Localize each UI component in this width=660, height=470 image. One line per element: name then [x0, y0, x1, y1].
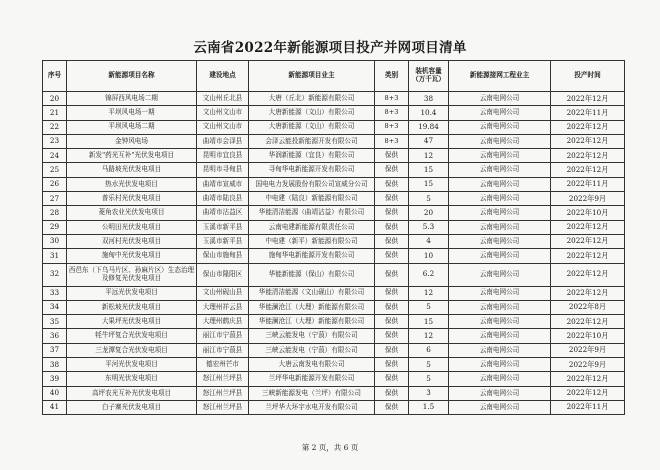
- table-row: [43, 220, 625, 234]
- cell-project-name: 高坪农光互补光伏发电项目: [67, 386, 197, 400]
- cell-index: 25: [43, 163, 67, 177]
- cell-capacity: 15: [409, 177, 449, 191]
- cell-capacity: 5.3: [409, 220, 449, 234]
- cell-index: 20: [43, 92, 67, 106]
- cell-location: 大理州祥云县: [197, 300, 249, 314]
- cell-project-name: 热水光伏发电项目: [67, 177, 197, 191]
- cell-project-name: 普乐村光伏发电项目: [67, 192, 197, 206]
- col-header-location: 建设地点: [197, 61, 249, 92]
- cell-capacity: 12: [409, 329, 449, 343]
- header-row: [43, 61, 625, 92]
- cell-project-name: 平坝风电场二期: [67, 120, 197, 134]
- cell-project-name: 金钟风电场: [67, 134, 197, 148]
- cell-grid-owner: 云南电网公司: [449, 163, 551, 177]
- cell-commission-date: 2022年11月: [551, 106, 625, 120]
- cell-commission-date: 2022年10月: [551, 329, 625, 343]
- cell-owner: 华润新能源（宜良）有限公司: [249, 149, 375, 163]
- cell-location: 丽江市宁蒗县: [197, 343, 249, 357]
- table-row: [43, 329, 625, 343]
- cell-commission-date: 2022年12月: [551, 163, 625, 177]
- cell-grid-owner: 云南电网公司: [449, 386, 551, 400]
- cell-project-name: 公明田光伏发电项目: [67, 220, 197, 234]
- cell-commission-date: 2022年12月: [551, 263, 625, 286]
- cell-location: 曲靖市陆良县: [197, 192, 249, 206]
- cell-owner: 会泽云能投新能源开发有限公司: [249, 134, 375, 148]
- cell-owner: 大唐新能源（文山）有限公司: [249, 106, 375, 120]
- table-row: [43, 400, 625, 414]
- cell-commission-date: 2022年12月: [551, 249, 625, 263]
- cell-index: 23: [43, 134, 67, 148]
- cell-grid-owner: 云南电网公司: [449, 372, 551, 386]
- cell-grid-owner: 云南电网公司: [449, 134, 551, 148]
- cell-commission-date: 2022年8月: [551, 300, 625, 314]
- cell-grid-owner: 云南电网公司: [449, 329, 551, 343]
- cell-project-name: 施甸中光伏发电项目: [67, 249, 197, 263]
- cell-grid-owner: 云南电网公司: [449, 315, 551, 329]
- cell-location: 丽江市宁蒗县: [197, 329, 249, 343]
- cell-index: 21: [43, 106, 67, 120]
- cell-owner: 三峡云能发电（宁蒗）有限公司: [249, 343, 375, 357]
- cell-grid-owner: 云南电网公司: [449, 286, 551, 300]
- cell-commission-date: 2022年12月: [551, 315, 625, 329]
- cell-project-name: 新松坡光伏发电项目: [67, 300, 197, 314]
- cell-owner: 华能澜沧江（大理）新能源有限公司: [249, 315, 375, 329]
- cell-grid-owner: 云南电网公司: [449, 263, 551, 286]
- cell-location: 昆明市寻甸县: [197, 163, 249, 177]
- cell-grid-owner: 云南电网公司: [449, 343, 551, 357]
- table-row: [43, 249, 625, 263]
- cell-commission-date: 2022年11月: [551, 400, 625, 414]
- cell-category: 保供: [375, 329, 409, 343]
- cell-category: 保供: [375, 315, 409, 329]
- cell-location: 怒江州兰坪县: [197, 400, 249, 414]
- cell-capacity: 5: [409, 358, 449, 372]
- cell-capacity: 6: [409, 343, 449, 357]
- cell-project-name: 东明光伏发电项目: [67, 372, 197, 386]
- cell-grid-owner: 云南电网公司: [449, 92, 551, 106]
- cell-project-name: 平河光伏发电项目: [67, 358, 197, 372]
- cell-index: 40: [43, 386, 67, 400]
- cell-index: 31: [43, 249, 67, 263]
- table-row: [43, 92, 625, 106]
- cell-location: 保山市施甸县: [197, 249, 249, 263]
- cell-project-name: 三龙潭复合光伏发电项目: [67, 343, 197, 357]
- cell-commission-date: 2022年12月: [551, 386, 625, 400]
- table-row: [43, 343, 625, 357]
- cell-index: 38: [43, 358, 67, 372]
- cell-project-name: 马路坡光伏发电项目: [67, 163, 197, 177]
- cell-category: 保供: [375, 300, 409, 314]
- cell-grid-owner: 云南电网公司: [449, 358, 551, 372]
- cell-capacity: 4: [409, 234, 449, 248]
- cell-commission-date: 2022年9月: [551, 192, 625, 206]
- cell-owner: 国电电力发展股份有限公司宣威分公司: [249, 177, 375, 191]
- cell-owner: 中电建（陆良）新能源有限公司: [249, 192, 375, 206]
- cell-grid-owner: 云南电网公司: [449, 120, 551, 134]
- cell-capacity: 38: [409, 92, 449, 106]
- cell-commission-date: 2022年12月: [551, 92, 625, 106]
- cell-index: 27: [43, 192, 67, 206]
- cell-location: 玉溪市新平县: [197, 234, 249, 248]
- cell-owner: 华能清洁能源（文山砚山）有限公司: [249, 286, 375, 300]
- cell-grid-owner: 云南电网公司: [449, 106, 551, 120]
- cell-index: 34: [43, 300, 67, 314]
- cell-commission-date: 2022年12月: [551, 120, 625, 134]
- cell-location: 文山州丘北县: [197, 92, 249, 106]
- cell-category: 保供: [375, 163, 409, 177]
- table-row: [43, 149, 625, 163]
- table-row: [43, 134, 625, 148]
- cell-location: 怒江州兰坪县: [197, 386, 249, 400]
- cell-owner: 大唐云南发电有限公司: [249, 358, 375, 372]
- cell-location: 昆明市宜良县: [197, 149, 249, 163]
- cell-project-name: 白子寨光伏发电项目: [67, 400, 197, 414]
- cell-capacity: 15: [409, 315, 449, 329]
- page-number: 第 2 页，共 6 页: [301, 443, 359, 452]
- cell-capacity: 10.4: [409, 106, 449, 120]
- cell-index: 30: [43, 234, 67, 248]
- cell-project-name: 锦屏西风电场二期: [67, 92, 197, 106]
- cell-commission-date: 2022年12月: [551, 286, 625, 300]
- cell-category: 保供: [375, 192, 409, 206]
- cell-location: 保山市隆阳区: [197, 263, 249, 286]
- cell-location: 怒江州兰坪县: [197, 372, 249, 386]
- cell-project-name: 双河村光伏发电项目: [67, 234, 197, 248]
- cell-capacity: 6.2: [409, 263, 449, 286]
- table-row: [43, 386, 625, 400]
- cell-category: 保供: [375, 286, 409, 300]
- cell-capacity: 47: [409, 134, 449, 148]
- cell-category: 保供: [375, 386, 409, 400]
- cell-location: 文山州文山市: [197, 120, 249, 134]
- cell-owner: 兰坪华电新能源开发有限公司: [249, 372, 375, 386]
- cell-grid-owner: 云南电网公司: [449, 249, 551, 263]
- cell-project-name: 平坝风电场一期: [67, 106, 197, 120]
- cell-category: 保供: [375, 220, 409, 234]
- cell-category: 保供: [375, 177, 409, 191]
- cell-owner: 大唐（丘北）新能源有限公司: [249, 92, 375, 106]
- table-row: [43, 234, 625, 248]
- cell-category: 8+3: [375, 92, 409, 106]
- cell-index: 28: [43, 206, 67, 220]
- cell-project-name: 平远光伏发电项目: [67, 286, 197, 300]
- cell-owner: 三峡云能发电（宁蒗）有限公司: [249, 329, 375, 343]
- table-row: [43, 120, 625, 134]
- cell-category: 保供: [375, 343, 409, 357]
- cell-owner: 施甸华电新能源开发有限公司: [249, 249, 375, 263]
- table-row: [43, 315, 625, 329]
- cell-category: 保供: [375, 206, 409, 220]
- cell-index: 37: [43, 343, 67, 357]
- table-row: [43, 106, 625, 120]
- cell-location: 曲靖市沾益区: [197, 206, 249, 220]
- cell-grid-owner: 云南电网公司: [449, 206, 551, 220]
- cell-category: 8+3: [375, 120, 409, 134]
- cell-location: 曲靖市宣威市: [197, 177, 249, 191]
- cell-owner: 寻甸华电新能源开发有限公司: [249, 163, 375, 177]
- cell-category: 保供: [375, 234, 409, 248]
- cell-location: 文山州砚山县: [197, 286, 249, 300]
- col-header-grid-owner: 新能源接网工程业主: [449, 61, 551, 92]
- cell-commission-date: 2022年12月: [551, 134, 625, 148]
- cell-category: 8+3: [375, 106, 409, 120]
- cell-owner: 大唐新能源（文山）有限公司: [249, 120, 375, 134]
- cell-grid-owner: 云南电网公司: [449, 149, 551, 163]
- table-row: [43, 372, 625, 386]
- cell-index: 39: [43, 372, 67, 386]
- cell-owner: 三峡新能源发电（兰坪）有限公司: [249, 386, 375, 400]
- table-row: [43, 263, 625, 286]
- cell-category: 保供: [375, 372, 409, 386]
- col-header-owner: 新能源项目业主: [249, 61, 375, 92]
- cell-commission-date: 2022年12月: [551, 234, 625, 248]
- cell-location: 玉溪市新平县: [197, 220, 249, 234]
- cell-location: 曲靖市会泽县: [197, 134, 249, 148]
- cell-capacity: 20: [409, 206, 449, 220]
- cell-index: 32: [43, 263, 67, 286]
- cell-grid-owner: 云南电网公司: [449, 234, 551, 248]
- cell-capacity: 12: [409, 149, 449, 163]
- cell-location: 德宏州芒市: [197, 358, 249, 372]
- cell-owner: 云南电建新能源有限责任公司: [249, 220, 375, 234]
- cell-index: 41: [43, 400, 67, 414]
- cell-owner: 华能新能源（保山）有限公司: [249, 263, 375, 286]
- cell-index: 36: [43, 329, 67, 343]
- cell-capacity: 5: [409, 372, 449, 386]
- cell-index: 22: [43, 120, 67, 134]
- cell-category: 保供: [375, 358, 409, 372]
- cell-project-name: 大果坪光伏发电项目: [67, 315, 197, 329]
- cell-commission-date: 2022年10月: [551, 206, 625, 220]
- table-row: [43, 300, 625, 314]
- cell-capacity: 15: [409, 163, 449, 177]
- cell-grid-owner: 云南电网公司: [449, 192, 551, 206]
- table-row: [43, 206, 625, 220]
- cell-capacity: 5: [409, 300, 449, 314]
- cell-grid-owner: 云南电网公司: [449, 400, 551, 414]
- cell-location: 大理州鹤庆县: [197, 315, 249, 329]
- cell-commission-date: 2022年12月: [551, 220, 625, 234]
- col-header-capacity: 装机容量（万千瓦）: [409, 61, 449, 92]
- cell-commission-date: 2022年12月: [551, 372, 625, 386]
- table-row: [43, 286, 625, 300]
- cell-category: 保供: [375, 400, 409, 414]
- cell-grid-owner: 云南电网公司: [449, 177, 551, 191]
- cell-owner: 华能澜沧江（大理）新能源有限公司: [249, 300, 375, 314]
- cell-index: 26: [43, 177, 67, 191]
- cell-capacity: 3: [409, 386, 449, 400]
- table-row: [43, 177, 625, 191]
- cell-grid-owner: 云南电网公司: [449, 300, 551, 314]
- cell-project-name: 西邑东（下乌马片区、孙麻片区）生态治理及修复光伏发电项目: [67, 263, 197, 286]
- table-row: [43, 192, 625, 206]
- col-header-project-name: 新能源项目名称: [67, 61, 197, 92]
- page-title: 云南省2022年新能源项目投产并网项目清单: [193, 40, 467, 56]
- cell-capacity: 19.84: [409, 120, 449, 134]
- col-header-commission-date: 投产时间: [551, 61, 625, 92]
- cell-grid-owner: 云南电网公司: [449, 220, 551, 234]
- cell-commission-date: 2022年9月: [551, 358, 625, 372]
- cell-capacity: 5: [409, 192, 449, 206]
- col-header-category: 类别: [375, 61, 409, 92]
- cell-commission-date: 2022年9月: [551, 343, 625, 357]
- cell-category: 8+3: [375, 134, 409, 148]
- table-row: [43, 358, 625, 372]
- cell-owner: 兰坪华大环宇水电开发有限公司: [249, 400, 375, 414]
- cell-commission-date: 2022年12月: [551, 149, 625, 163]
- cell-category: 保供: [375, 149, 409, 163]
- cell-commission-date: 2022年11月: [551, 177, 625, 191]
- cell-project-name: 牦牛坪复合光伏发电项目: [67, 329, 197, 343]
- cell-category: 保供: [375, 249, 409, 263]
- cell-owner: 华能清洁能源（曲靖沾益）有限公司: [249, 206, 375, 220]
- cell-category: 保供: [375, 263, 409, 286]
- cell-index: 29: [43, 220, 67, 234]
- cell-index: 35: [43, 315, 67, 329]
- cell-capacity: 1.5: [409, 400, 449, 414]
- cell-capacity: 12: [409, 286, 449, 300]
- cell-location: 文山州文山市: [197, 106, 249, 120]
- table-row: [43, 163, 625, 177]
- cell-index: 33: [43, 286, 67, 300]
- col-header-index: 序号: [43, 61, 67, 92]
- cell-owner: 中电建（新平）新能源有限公司: [249, 234, 375, 248]
- cell-index: 24: [43, 149, 67, 163]
- cell-project-name: 菱角农业光伏发电项目: [67, 206, 197, 220]
- cell-project-name: 新发"药光互补"光伏发电项目: [67, 149, 197, 163]
- project-table: [42, 60, 625, 415]
- cell-capacity: 10: [409, 249, 449, 263]
